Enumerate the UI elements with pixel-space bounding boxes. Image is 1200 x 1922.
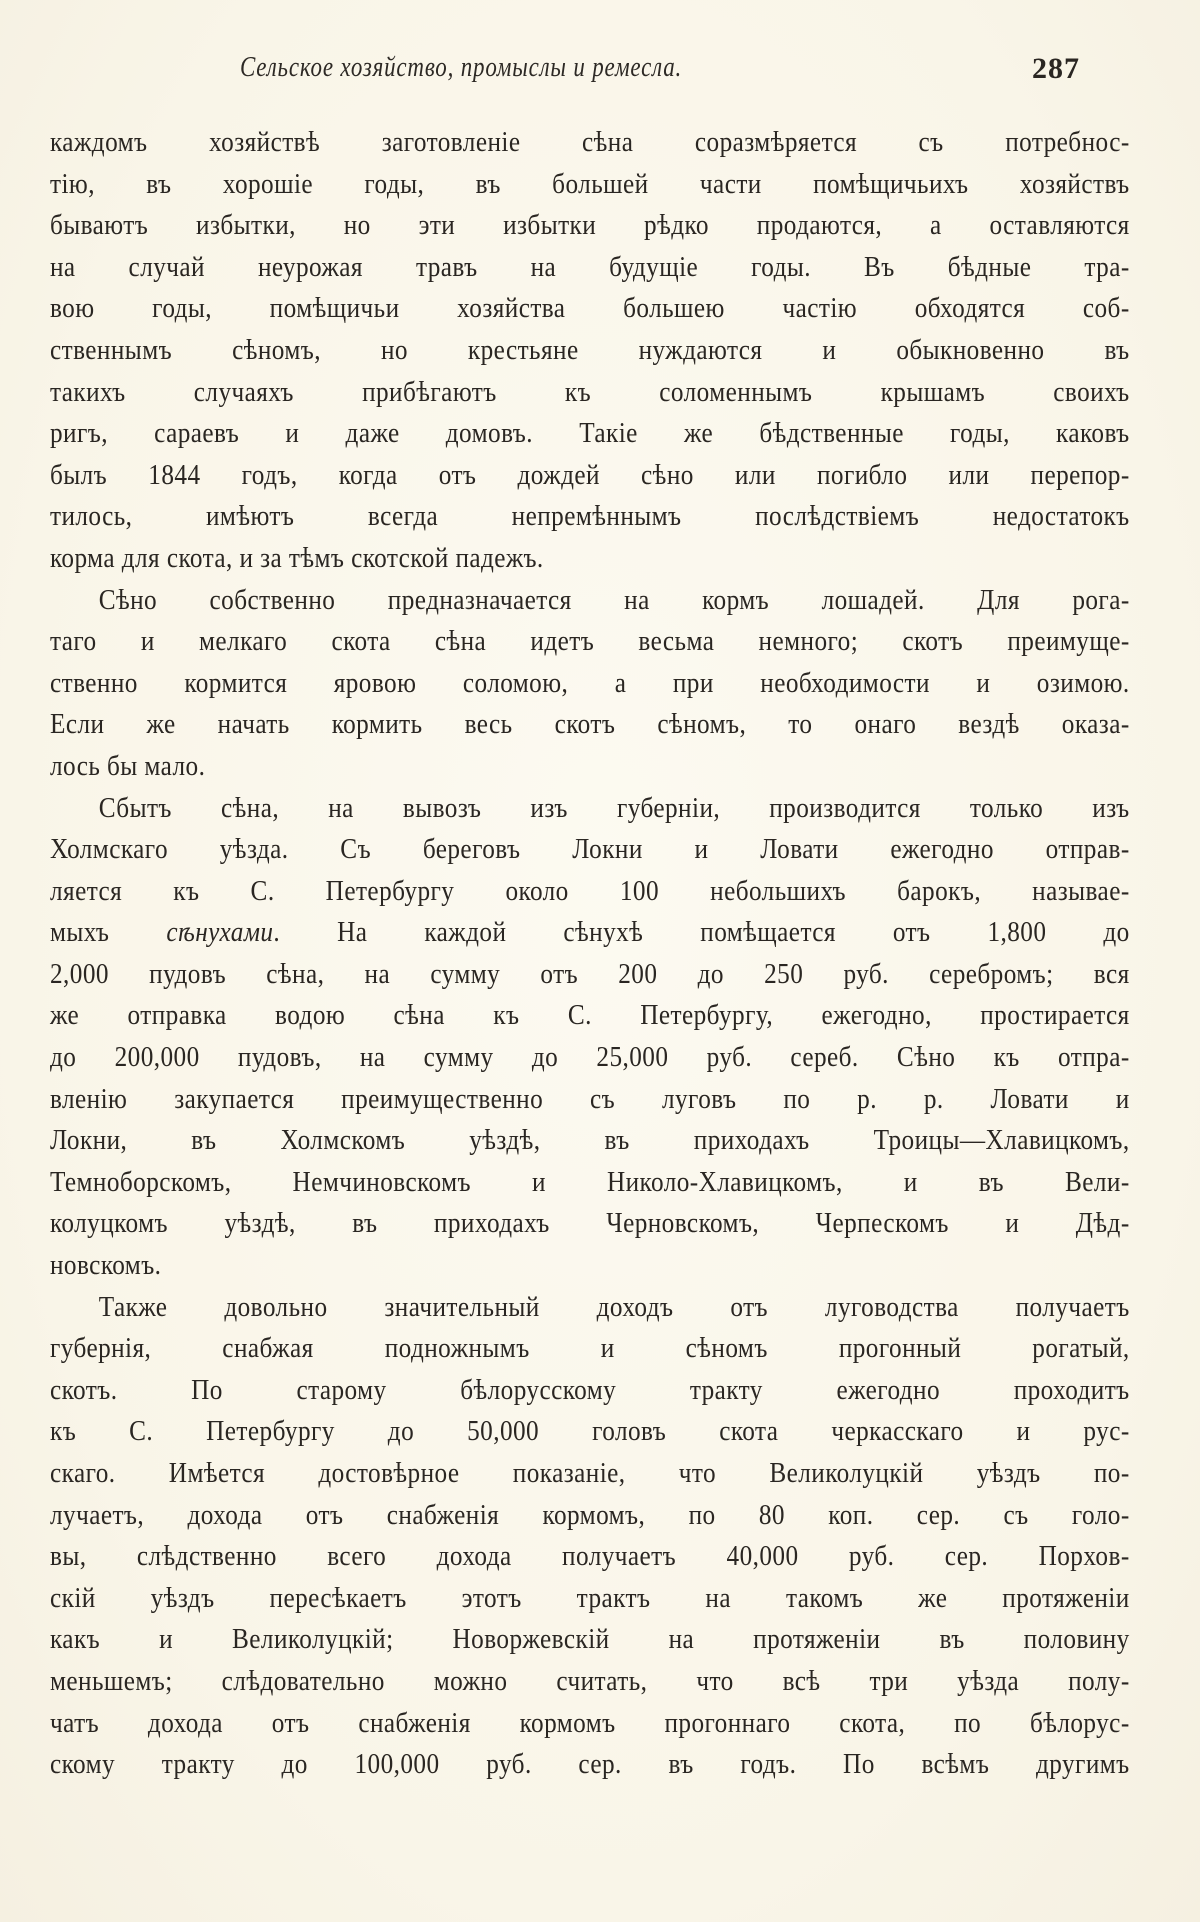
text-line: лось бы мало. bbox=[50, 749, 206, 782]
text-line: новскомъ. bbox=[50, 1249, 162, 1282]
text-line: скому тракту до 100,000 руб. сер. въ годъ. По всѣмъ другимъ bbox=[50, 1748, 1130, 1781]
text-line: вою годы, помѣщичьи хозяйства большею частію обходятся соб- bbox=[50, 292, 1130, 325]
text-line: ственно кормится яровою соломою, а при необходимости и озимою. bbox=[50, 666, 1130, 699]
text-line: Также довольно значительный доходъ отъ луговодства получаетъ bbox=[98, 1290, 1130, 1323]
paragraph bbox=[50, 1287, 1130, 1786]
text-line: какъ и Великолуцкій; Новоржевскій на протяженіи въ половину bbox=[50, 1623, 1130, 1656]
text-line: Холмскаго уѣзда. Съ береговъ Локни и Ловати ежегодно отправ- bbox=[50, 833, 1130, 866]
text-line: на случай неурожая травъ на будущіе годы. Въ бѣдные тра- bbox=[50, 250, 1130, 283]
text-line: былъ 1844 годъ, когда отъ дождей сѣно или погибло или перепор- bbox=[50, 458, 1130, 491]
text-line: ляется къ С. Петербургу около 100 небольшихъ барокъ, называе- bbox=[50, 874, 1130, 907]
text-line: скотъ. По старому бѣлорусскому тракту ежегодно проходитъ bbox=[50, 1373, 1130, 1406]
text-line: лучаетъ, дохода отъ снабженія кормомъ, по 80 коп. сер. съ голо- bbox=[50, 1498, 1130, 1531]
italic-term: сѣнухами bbox=[166, 916, 274, 949]
text-line: Сѣно собственно предназначается на кормъ лошадей. Для рога- bbox=[98, 583, 1130, 616]
text-line: тилось, имѣютъ всегда непремѣннымъ послѣдствіемъ недостатокъ bbox=[50, 500, 1130, 533]
paragraph bbox=[50, 580, 1130, 788]
text-line: скаго. Имѣется достовѣрное показаніе, что Великолуцкій уѣздъ по- bbox=[50, 1457, 1130, 1489]
text-line: колуцкомъ уѣздѣ, въ приходахъ Черновскомъ, Черпескомъ и Дѣд- bbox=[50, 1207, 1130, 1240]
text-line: до 200,000 пудовъ, на сумму до 25,000 руб. сереб. Сѣно къ отпра- bbox=[50, 1041, 1130, 1074]
text-line: меньшемъ; слѣдовательно можно считать, что всѣ три уѣзда полу- bbox=[50, 1664, 1130, 1697]
text-line: вленію закупается преимущественно съ луговъ по р. р. Ловати и bbox=[50, 1082, 1130, 1115]
text-line: Локни, въ Холмскомъ уѣздѣ, въ приходахъ Троицы—Хлавицкомъ, bbox=[50, 1124, 1130, 1157]
page-number: 287 bbox=[1032, 52, 1080, 85]
text-line: вы, слѣдственно всего дохода получаетъ 40,000 руб. сер. Порхов- bbox=[50, 1540, 1130, 1573]
text-line: губернія, снабжая подножнымъ и сѣномъ прогонный рогатый, bbox=[50, 1332, 1130, 1365]
text-line: мыхъ сѣнухами. На каждой сѣнухѣ помѣщается отъ 1,800 до bbox=[50, 916, 1130, 949]
text-line: каждомъ хозяйствѣ заготовленіе сѣна соразмѣряется съ потребнос- bbox=[50, 126, 1130, 158]
text-line: скій уѣздъ пересѣкаетъ этотъ трактъ на такомъ же протяженіи bbox=[50, 1581, 1130, 1614]
text-line: Темноборскомъ, Немчиновскомъ и Николо-Хлавицкомъ, и въ Вели- bbox=[50, 1165, 1130, 1198]
text-line: чатъ дохода отъ снабженія кормомъ прогоннаго скота, по бѣлорус- bbox=[50, 1706, 1130, 1739]
body-text bbox=[50, 122, 1130, 1786]
text-line: ственнымъ сѣномъ, но крестьяне нуждаются и обыкновенно въ bbox=[50, 333, 1130, 366]
text-line: тію, въ хорошіе годы, въ большей части помѣщичьихъ хозяйствъ bbox=[50, 167, 1130, 200]
text-line: 2,000 пудовъ сѣна, на сумму отъ 200 до 250 руб. серебромъ; вся bbox=[50, 957, 1130, 990]
text-line: ригъ, сараевъ и даже домовъ. Такіе же бѣдственные годы, каковъ bbox=[50, 417, 1130, 450]
text-line: же отправка водою сѣна къ С. Петербургу, ежегодно, простирается bbox=[50, 999, 1130, 1032]
text-line: къ С. Петербургу до 50,000 головъ скота черкасскаго и рус- bbox=[50, 1415, 1130, 1448]
text-line: Сбытъ сѣна, на вывозъ изъ губерніи, производится только изъ bbox=[98, 791, 1130, 824]
text-line: корма для скота, и за тѣмъ скотской падежъ. bbox=[50, 541, 544, 574]
text-line: Если же начать кормить весь скотъ сѣномъ, то онаго вездѣ оказа- bbox=[50, 708, 1130, 741]
paragraph bbox=[50, 122, 1130, 580]
text-line: бываютъ избытки, но эти избытки рѣдко продаются, а оставляются bbox=[50, 209, 1130, 242]
text-line: таго и мелкаго скота сѣна идетъ весьма немного; скотъ преимуще- bbox=[50, 625, 1130, 658]
paragraph bbox=[50, 788, 1130, 1287]
running-head bbox=[50, 52, 1080, 92]
text-line: такихъ случаяхъ прибѣгаютъ къ соломеннымъ крышамъ своихъ bbox=[50, 375, 1130, 408]
running-title: Сельское хозяйство, промыслы и ремесла. bbox=[240, 52, 683, 83]
